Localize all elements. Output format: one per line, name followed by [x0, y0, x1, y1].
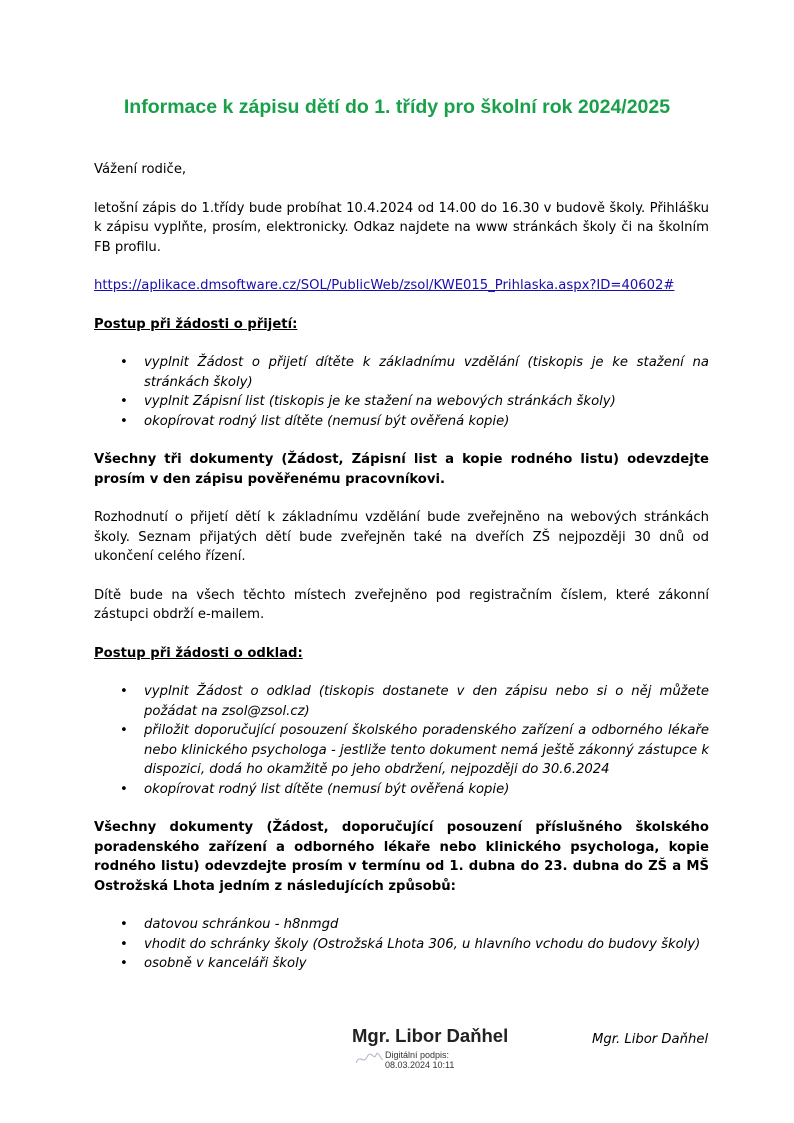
deferral-steps-list	[94, 682, 709, 799]
signature-label: Digitální podpis:	[385, 1050, 450, 1060]
registration-paragraph: Dítě bude na všech těchto místech zveřejněno pod registračním číslem, které zákonní zástupci obdrží e-mailem.	[94, 587, 709, 622]
typed-signature: Mgr. Libor Daňhel	[592, 1032, 709, 1047]
signature-datetime: 08.03.2024 10:11	[385, 1060, 455, 1070]
decision-paragraph: Rozhodnutí o přijetí dětí k základnímu vzdělání bude zveřejněno na webových stránkách školy. Seznam přijatých dětí bude zveřejněn také na dveřích ZŠ nejpozději 30 dnů od ukončení celého řízení.	[94, 510, 709, 564]
list-item: • vhodit do schránky školy (Ostrožská Lhota 306, u hlavního vchodu do budovy školy)	[144, 935, 709, 955]
section-heading-deferral: Postup při žádosti o odklad:	[94, 645, 303, 661]
list-item: • vyplnit Žádost o přijetí dítěte k základnímu vzdělání (tiskopis je ke stažení na stránkách školy)	[144, 353, 709, 392]
signature-scribble-icon	[354, 1047, 384, 1067]
application-link[interactable]: https://aplikace.dmsoftware.cz/SOL/PublicWeb/zsol/KWE015_Prihlaska.aspx?ID=40602#	[94, 278, 675, 293]
section-heading-admission: Postup při žádosti o přijetí:	[94, 316, 298, 332]
submission-methods-list	[94, 915, 709, 974]
list-item: • okopírovat rodný list dítěte (nemusí být ověřená kopie)	[144, 780, 709, 800]
list-item: • přiložit doporučující posouzení školského poradenského zařízení a odborného lékaře nebo klinického psychologa - jestliže tento dokument nemá ještě zákonný zástupce k dispozici, dodá ho okamžitě po jeho obdržení, nejpozději do 30.6.2024	[144, 721, 709, 780]
admission-steps-list	[94, 353, 709, 431]
list-item: • vyplnit Žádost o odklad (tiskopis dostanete v den zápisu nebo si o něj můžete požádat na zsol@zsol.cz)	[144, 682, 709, 721]
admission-note: Všechny tři dokumenty (Žádost, Zápisní list a kopie rodného listu) odevzdejte prosím v den zápisu pověřenému pracovníkovi.	[94, 452, 709, 487]
digital-signature	[352, 1025, 532, 1070]
list-item: • osobně v kanceláři školy	[144, 954, 709, 974]
page-title: Informace k zápisu dětí do 1. třídy pro školní rok 2024/2025	[123, 96, 671, 118]
intro-paragraph: letošní zápis do 1.třídy bude probíhat 10.4.2024 od 14.00 do 16.30 v budově školy. Přihlášku k zápisu vyplňte, prosím, elektronicky. Odkaz najdete na www stránkách školy či na školním FB profilu.	[94, 200, 709, 255]
deferral-note: Všechny dokumenty (Žádost, doporučující posouzení příslušného školského poradenského zařízení a odborného lékaře nebo klinického psychologa, kopie rodného listu) odevzdejte prosím v termínu od 1. dubna do 23. dubna do ZŠ a MŠ Ostrožská Lhota jedním z následujících způsobů:	[94, 820, 709, 894]
signature-name: Mgr. Libor Daňhel	[352, 1025, 509, 1046]
document-body	[94, 160, 709, 993]
greeting: Vážení rodiče,	[94, 162, 187, 177]
list-item: • datovou schránkou - h8nmgd	[144, 915, 709, 935]
list-item: • vyplnit Zápisní list (tiskopis je ke stažení na webových stránkách školy)	[144, 392, 709, 412]
list-item: • okopírovat rodný list dítěte (nemusí být ověřená kopie)	[144, 412, 709, 432]
